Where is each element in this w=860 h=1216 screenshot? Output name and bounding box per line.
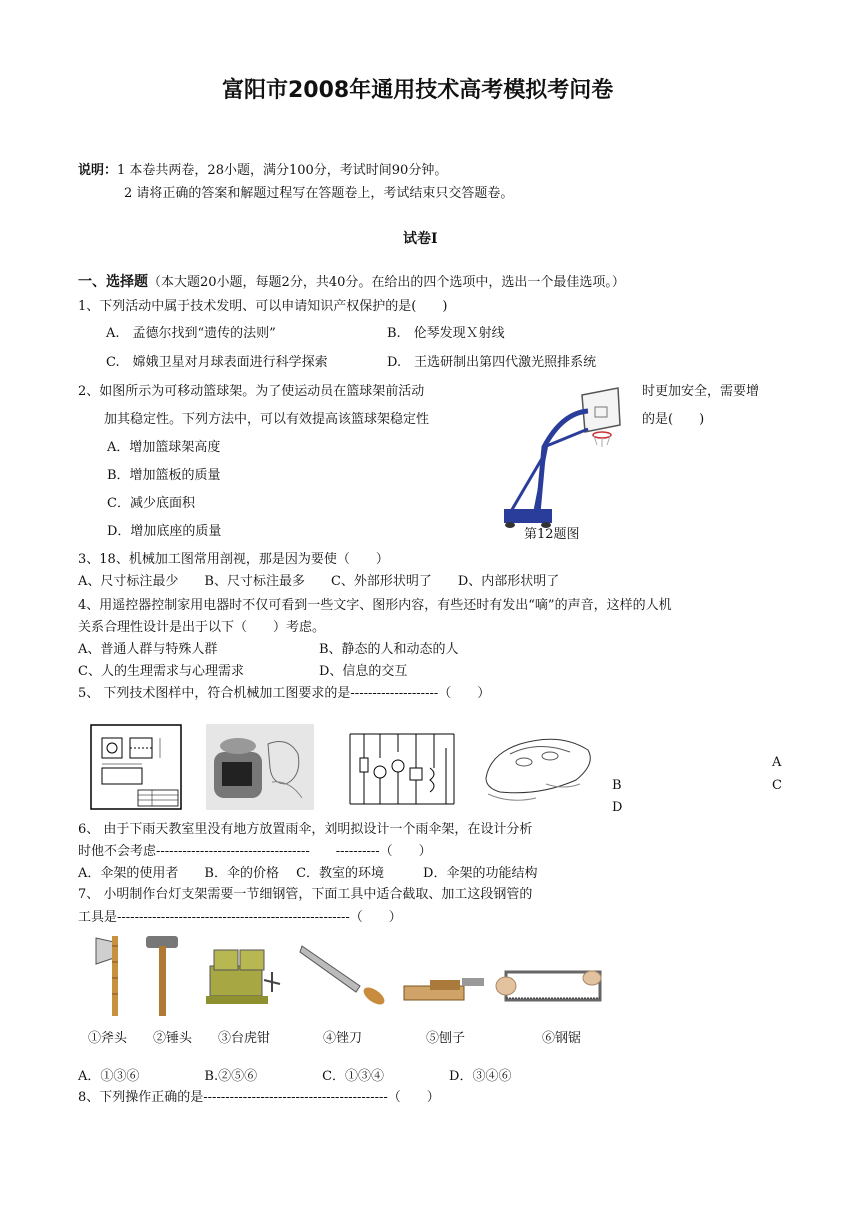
q5-label-b: B [612, 778, 622, 793]
q4-option-a: A、普通人群与特殊人群 [78, 642, 218, 657]
q5-figure-a-engineering-drawing [90, 724, 182, 810]
q2-option-d: D．增加底座的质量 [107, 524, 222, 539]
q2-stem-line2-left: 加其稳定性。下列方法中，可以有效提高该篮球架稳定性 [104, 412, 430, 427]
q1-option-c: C. 嫦娥卫星对月球表面进行科学探索 [106, 355, 328, 370]
tool-label-2: ②锤头 [153, 1031, 193, 1046]
basketball-stand-figure [490, 385, 630, 530]
q2-option-a: A．增加篮球架高度 [107, 440, 221, 455]
hammer-icon [142, 932, 182, 1018]
q7-stem-line1: 7、 小明制作台灯支架需要一节细钢管，下面工具中适合截取、加工这段钢管的 [78, 887, 533, 902]
q4-option-c: C、人的生理需求与心理需求 [78, 664, 244, 679]
q3-stem: 3、18、机械加工图常用剖视，那是因为要使（ ） [78, 552, 389, 567]
q5-figure-b-sketch [206, 724, 314, 810]
q6-stem-line1: 6、 由于下雨天教室里没有地方放置雨伞，刘明拟设计一个雨伞架，在设计分析 [78, 822, 533, 837]
section1-note: （本大题20小题，每题2分，共40分。在给出的四个选项中，选出一个最佳选项。） [148, 275, 625, 290]
section1-heading [78, 274, 625, 291]
q4-option-d: D、信息的交互 [319, 664, 408, 679]
q7-stem-line2: 工具是-----------------------------------------------------（ ） [78, 910, 402, 925]
instructions-line2: 2 请将正确的答案和解题过程写在答题卷上，考试结束只交答题卷。 [124, 186, 514, 201]
instructions-line1 [78, 163, 447, 179]
q5-label-c: C [772, 778, 782, 793]
q5-figure-d-car-sketch [480, 724, 598, 810]
tool-label-4: ④锉刀 [323, 1031, 363, 1046]
q5-stem: 5、 下列技术图样中，符合机械加工图要求的是--------------------（ ） [78, 686, 491, 701]
q6-stem-line2: 时他不会考虑----------------------------------- ----------（ ） [78, 844, 432, 859]
bench-vise-icon [200, 936, 282, 1016]
tool-label-3: ③台虎钳 [218, 1031, 271, 1046]
file-tool-icon [298, 938, 390, 1008]
q6-options: A．伞架的使用者 B．伞的价格 C．教室的环境 D．伞架的功能结构 [78, 866, 538, 881]
instructions-text1: 1 本卷共两卷，28小题，满分100分，考试时间90分钟。 [117, 163, 448, 178]
q7-options: A．①③⑥ B.②⑤⑥ C．①③④ D．③④⑥ [78, 1069, 512, 1084]
paper-heading: 试卷Ⅰ [403, 231, 438, 247]
q1-option-d: D. 王选研制出第四代激光照排系统 [387, 355, 597, 370]
q2-stem-line1-right: 时更加安全，需要增 [642, 384, 760, 399]
tool-label-5: ⑤刨子 [426, 1031, 466, 1046]
q2-option-c: C．减少底面积 [107, 496, 195, 511]
instructions-label: 说明： [78, 163, 118, 178]
q1-option-a: A. 孟德尔找到“遗传的法则” [106, 326, 276, 341]
tool-label-6: ⑥钢锯 [542, 1031, 582, 1046]
q2-stem-line1-left: 2、如图所示为可移动篮球架。为了使运动员在篮球架前活动 [78, 384, 425, 399]
plane-tool-icon [402, 972, 488, 1006]
q2-figure-caption: 第12题图 [524, 527, 580, 542]
q5-figure-c-circuit-diagram [346, 728, 458, 810]
q2-stem-line2-right: 的是( ) [642, 412, 705, 427]
q3-options: A、尺寸标注最少 B、尺寸标注最多 C、外部形状明了 D、内部形状明了 [78, 574, 560, 589]
hacksaw-icon [492, 960, 608, 1012]
q5-label-a: A [772, 755, 782, 770]
q5-label-d: D [612, 800, 623, 815]
q8-stem: 8、下列操作正确的是------------------------------------------（ ） [78, 1090, 440, 1105]
q4-option-b: B、静态的人和动态的人 [319, 642, 459, 657]
exam-title: 富阳市2008年通用技术高考模拟考问卷 [222, 78, 614, 103]
tool-label-1: ①斧头 [88, 1031, 128, 1046]
q1-stem: 1、下列活动中属于技术发明、可以申请知识产权保护的是( ) [78, 299, 448, 314]
q2-option-b: B．增加篮板的质量 [107, 468, 221, 483]
q4-stem-line1: 4、用遥控器控制家用电器时不仅可看到一些文字、图形内容，有些还时有发出“嘀”的声音，这样的人机 [78, 598, 672, 613]
q4-stem-line2: 关系合理性设计是出于以下（ ）考虑。 [78, 620, 326, 635]
axe-icon [92, 932, 128, 1018]
q1-option-b: B. 伦琴发现Ｘ射线 [387, 326, 505, 341]
section1-title: 一、选择题 [78, 274, 148, 290]
